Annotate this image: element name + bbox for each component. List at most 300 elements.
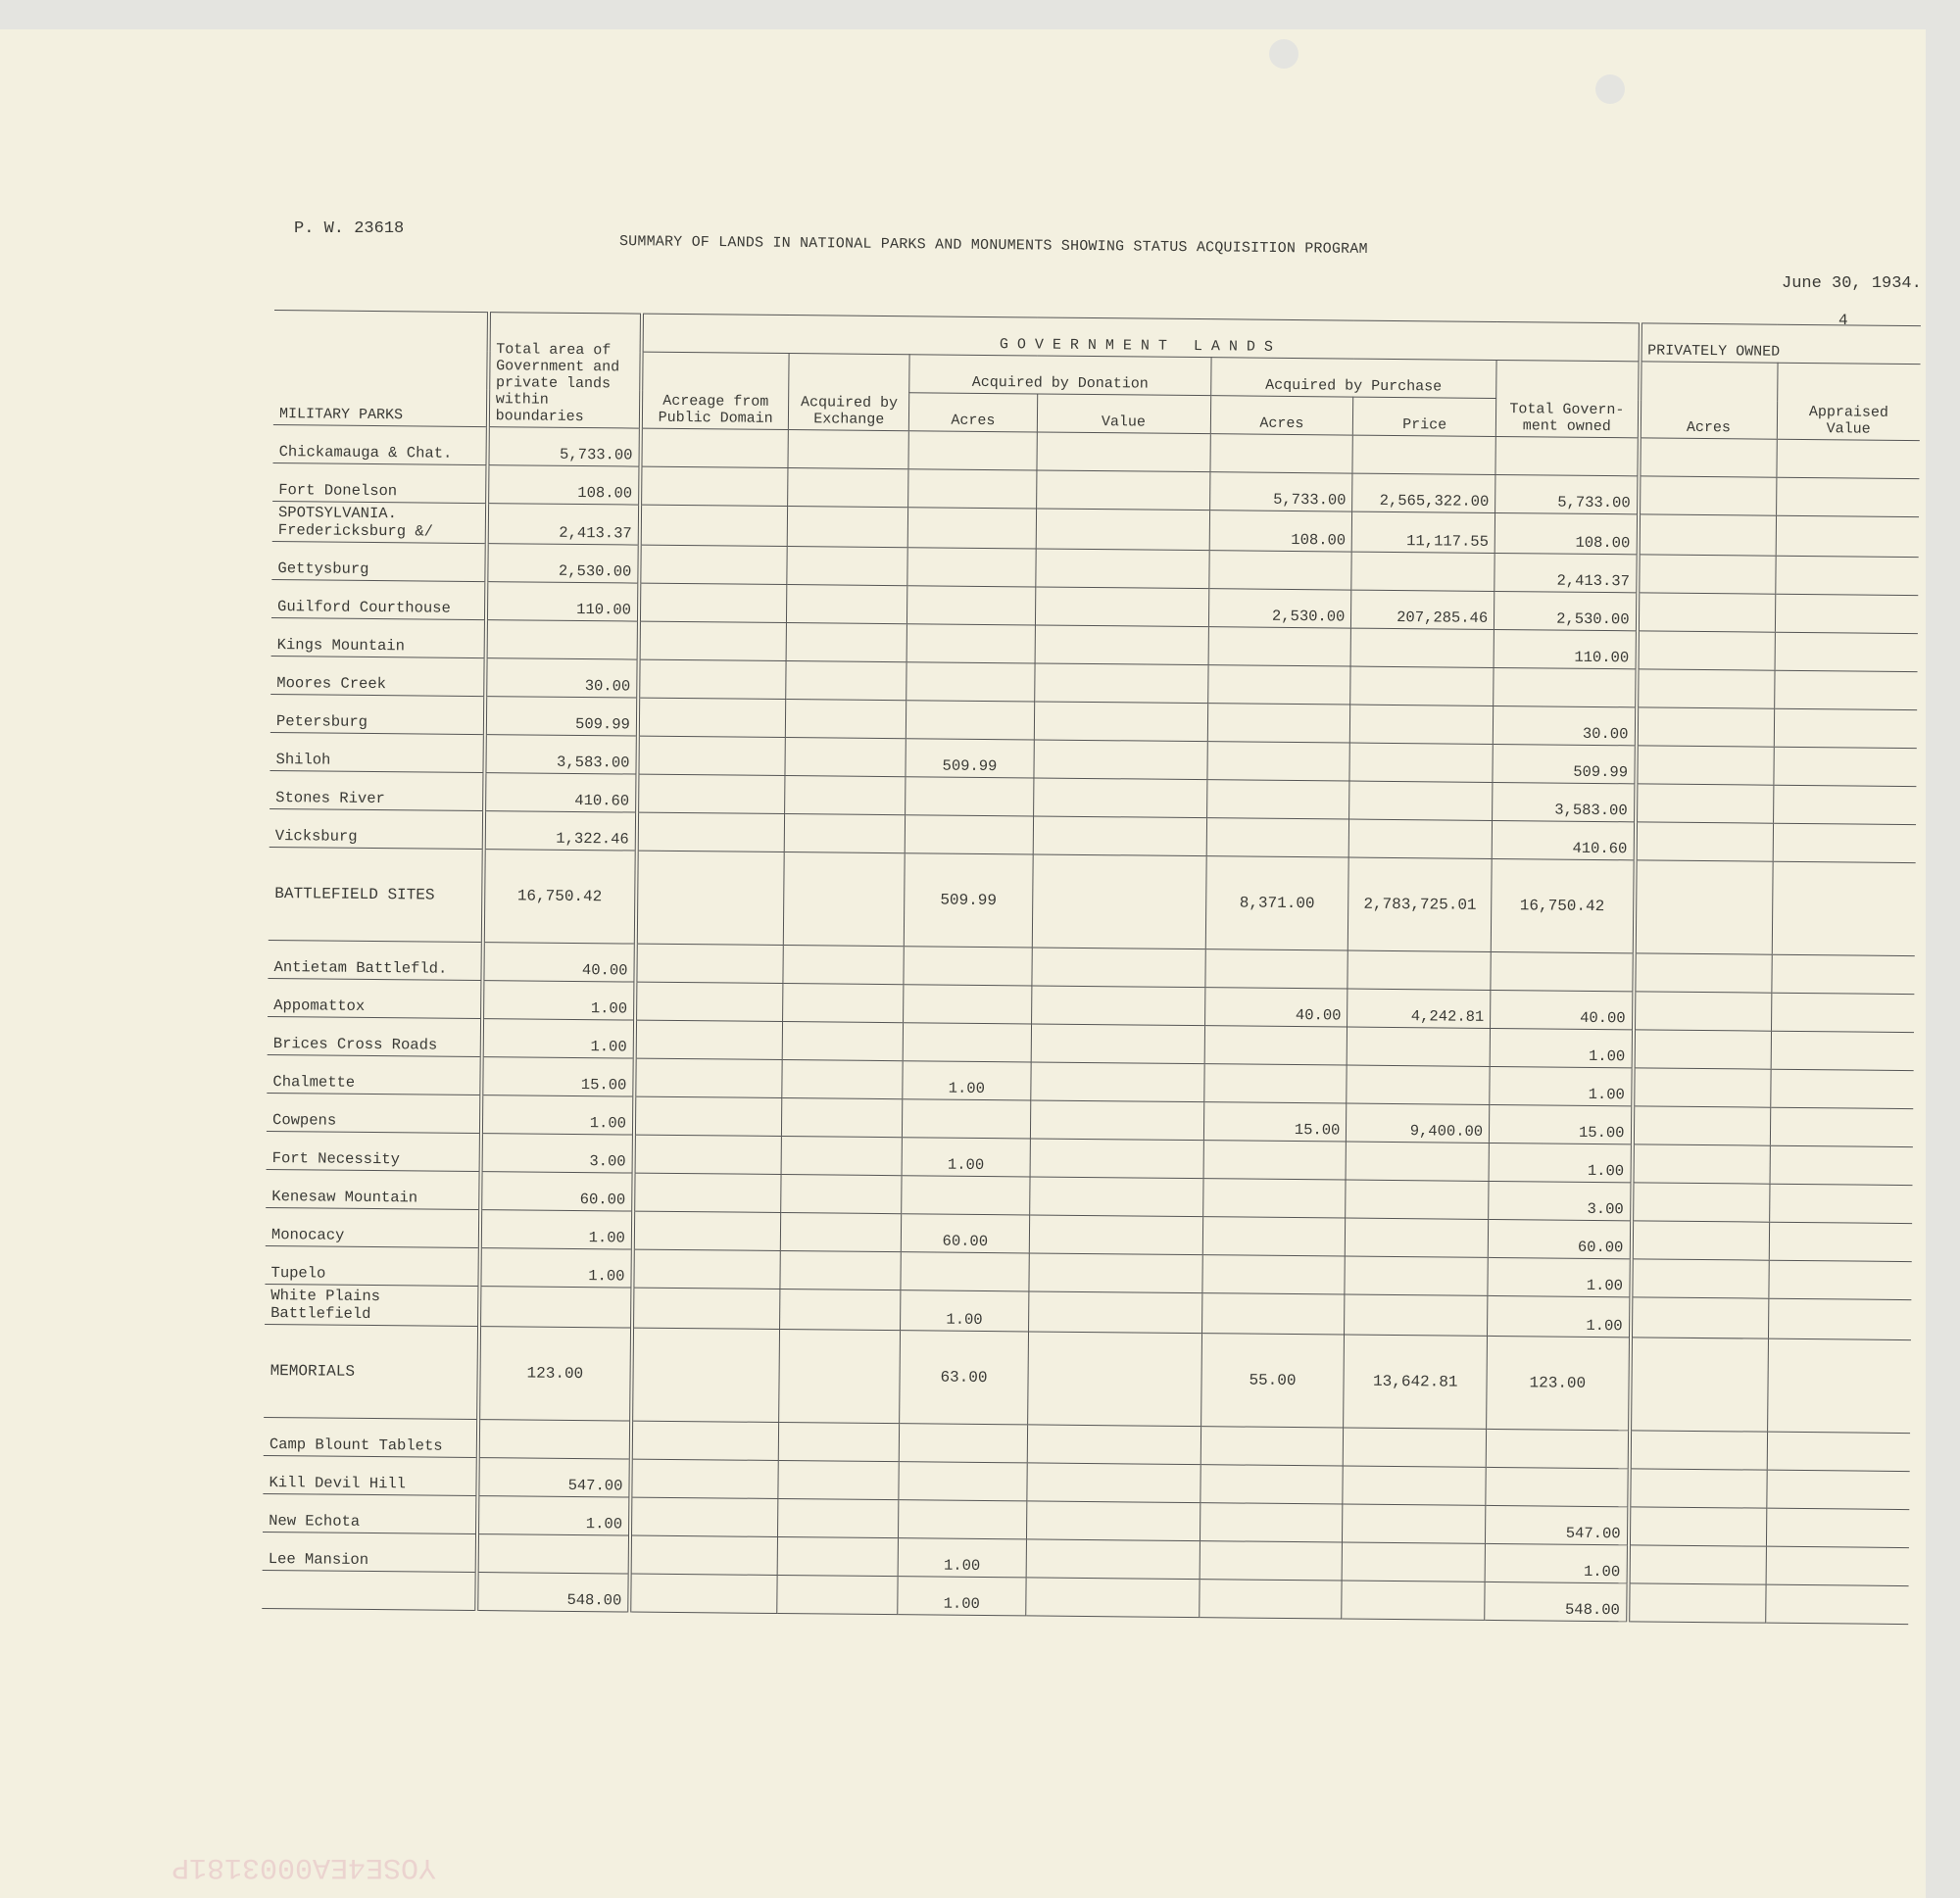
gov-total: 1.00 [1490, 1066, 1633, 1105]
gov-total: 2,530.00 [1494, 591, 1638, 630]
park-name: New Echota [263, 1493, 477, 1533]
purchase-price: 207,285.46 [1351, 590, 1494, 629]
appraised-value [1771, 954, 1914, 994]
donation-acres [908, 469, 1037, 509]
total-area: 1.00 [477, 1496, 631, 1535]
park-name: Brices Cross Roads [268, 1016, 482, 1056]
gov-total: 1.00 [1488, 1295, 1631, 1337]
total-area [476, 1534, 630, 1574]
donation-acres: 509.99 [906, 739, 1034, 778]
purchase-price: 11,117.55 [1352, 511, 1495, 553]
gov-total: 2,413.37 [1494, 553, 1638, 592]
exchange [782, 1060, 903, 1099]
appraised-value [1774, 670, 1917, 709]
exchange [778, 1460, 899, 1499]
purchase-price [1342, 1581, 1485, 1620]
total-area: 3,583.00 [484, 735, 638, 774]
header-donation-acres: Acres [909, 393, 1038, 432]
purchase-acres: 5,733.00 [1209, 472, 1352, 511]
donation-acres [908, 431, 1037, 470]
purchase-price: 4,242.81 [1348, 989, 1491, 1028]
private-acres [1635, 822, 1773, 861]
purchase-acres [1208, 627, 1351, 666]
park-name: Chalmette [267, 1054, 481, 1095]
total-area: 3.00 [480, 1134, 634, 1173]
exchange [779, 1330, 901, 1424]
private-acres [1639, 476, 1777, 515]
purchase-acres [1203, 1141, 1347, 1180]
header-total-area: Total area of Government and private lands within boundaries [488, 313, 642, 428]
header-donation: Acquired by Donation [909, 355, 1211, 396]
park-name: Shiloh [270, 732, 484, 772]
purchase-acres: 55.00 [1200, 1334, 1345, 1428]
donation-value [1032, 854, 1206, 949]
appraised-value [1775, 556, 1918, 595]
donation-acres: 1.00 [898, 1577, 1026, 1616]
donation-value [1031, 948, 1204, 988]
appraised-value [1773, 785, 1916, 824]
appraised-value [1768, 1260, 1911, 1299]
donation-value [1027, 1332, 1201, 1427]
punch-hole [1269, 39, 1298, 69]
exchange [783, 984, 904, 1023]
gov-total [1486, 1429, 1629, 1468]
gov-total: 410.60 [1492, 820, 1635, 859]
total-area: 5,733.00 [487, 427, 641, 466]
donation-value [1036, 509, 1209, 551]
purchase-acres [1200, 1503, 1343, 1542]
gov-total: 5,733.00 [1495, 474, 1639, 513]
exchange [777, 1575, 898, 1614]
donation-acres: 1.00 [902, 1138, 1030, 1177]
donation-value [1036, 470, 1209, 511]
donation-acres: 1.00 [898, 1538, 1026, 1578]
park-name [262, 1570, 476, 1610]
gov-total: 509.99 [1493, 744, 1636, 783]
donation-acres [903, 1099, 1031, 1139]
private-acres [1629, 1469, 1767, 1508]
public-domain [631, 1328, 780, 1422]
donation-value [1030, 1139, 1203, 1179]
appraised-value [1767, 1338, 1911, 1433]
gov-total: 60.00 [1488, 1219, 1631, 1258]
exchange [785, 814, 906, 853]
purchase-acres [1201, 1293, 1345, 1335]
gov-total [1486, 1467, 1629, 1506]
purchase-price [1346, 1218, 1489, 1257]
total-area: 40.00 [482, 943, 636, 982]
public-domain [637, 812, 785, 852]
private-acres [1637, 669, 1775, 708]
exchange [786, 700, 906, 739]
gov-total: 1.00 [1488, 1257, 1631, 1296]
donation-acres [899, 1500, 1027, 1539]
park-name: Petersburg [270, 694, 485, 734]
purchase-price [1348, 950, 1491, 990]
public-domain [629, 1574, 777, 1613]
park-name: Chickamauga & Chat. [272, 424, 487, 464]
purchase-acres: 40.00 [1204, 988, 1348, 1027]
public-domain [640, 428, 788, 467]
private-acres [1638, 514, 1776, 556]
public-domain [630, 1459, 778, 1498]
donation-acres [904, 947, 1032, 986]
public-domain [634, 1058, 782, 1097]
total-area: 1,322.46 [483, 811, 637, 851]
total-area [479, 1287, 633, 1328]
public-domain [633, 1211, 781, 1250]
exchange [787, 547, 907, 586]
total-area: 2,530.00 [486, 544, 640, 583]
donation-acres: 1.00 [901, 1290, 1029, 1332]
donation-value [1026, 1463, 1200, 1503]
donation-value [1031, 1024, 1204, 1064]
total-area: 60.00 [480, 1172, 634, 1211]
total-area: 2,413.37 [486, 504, 640, 545]
total-area: 108.00 [487, 465, 641, 505]
appraised-value [1765, 1584, 1908, 1624]
park-name: Guilford Courthouse [271, 579, 486, 619]
park-name: BATTLEFIELD SITES [269, 847, 484, 942]
gov-total: 123.00 [1487, 1336, 1631, 1430]
donation-value [1029, 1215, 1202, 1255]
appraised-value [1769, 1222, 1912, 1261]
purchase-price [1343, 1466, 1486, 1505]
appraised-value [1767, 1432, 1910, 1471]
donation-acres: 63.00 [900, 1331, 1028, 1425]
private-acres [1633, 1068, 1771, 1107]
header-public-domain: Acreage from Public Domain [641, 352, 790, 429]
donation-acres [902, 1176, 1030, 1215]
appraised-value [1768, 1298, 1911, 1339]
gov-total: 548.00 [1485, 1582, 1628, 1621]
donation-acres [901, 1252, 1029, 1291]
section-subtotal-row [264, 1324, 1911, 1433]
private-acres [1628, 1545, 1766, 1584]
public-domain [640, 466, 788, 506]
header-purchase-acres: Acres [1210, 396, 1353, 435]
private-acres [1631, 1297, 1769, 1338]
public-domain [632, 1288, 780, 1329]
donation-acres [906, 701, 1035, 740]
donation-value [1035, 549, 1208, 589]
appraised-value [1769, 1184, 1912, 1223]
donation-acres: 60.00 [902, 1214, 1030, 1253]
exchange [780, 1290, 901, 1331]
park-name: Camp Blount Tablets [264, 1417, 478, 1457]
private-acres [1632, 1106, 1770, 1145]
public-domain [637, 736, 785, 775]
park-name: Fort Donelson [272, 462, 487, 503]
public-domain [634, 1096, 782, 1136]
gov-total [1494, 667, 1637, 706]
gov-total: 30.00 [1493, 706, 1636, 745]
private-acres [1630, 1338, 1768, 1432]
appraised-value [1766, 1508, 1909, 1547]
public-domain [631, 1421, 779, 1460]
header-privately-owned: PRIVATELY OWNED [1640, 323, 1921, 365]
gov-total: 547.00 [1486, 1505, 1629, 1544]
purchase-acres [1202, 1179, 1346, 1218]
total-area: 547.00 [477, 1458, 631, 1497]
total-area: 15.00 [481, 1057, 635, 1096]
total-area: 509.99 [485, 697, 639, 736]
purchase-price [1349, 781, 1493, 820]
donation-acres [904, 985, 1032, 1024]
total-area: 110.00 [486, 582, 640, 621]
donation-value [1031, 986, 1204, 1026]
donation-acres: 1.00 [903, 1061, 1031, 1100]
park-name: SPOTSYLVANIA. Fredericksburg &/ [272, 501, 487, 543]
appraised-value [1773, 823, 1916, 862]
exchange [781, 1213, 902, 1252]
appraised-value [1766, 1546, 1909, 1585]
total-area: 548.00 [476, 1573, 630, 1612]
purchase-price [1345, 1256, 1488, 1295]
park-name: Cowpens [267, 1093, 481, 1133]
header-total-gov: Total Govern- ment owned [1495, 360, 1640, 437]
total-area: 16,750.42 [483, 850, 637, 944]
private-acres [1637, 593, 1775, 632]
private-acres [1636, 746, 1774, 785]
total-area: 1.00 [481, 1019, 635, 1058]
gov-total: 110.00 [1494, 629, 1637, 668]
donation-acres [900, 1424, 1028, 1463]
document-title: SUMMARY OF LANDS IN NATIONAL PARKS AND MONUMENTS SHOWING STATUS ACQUISITION PROGRAM [618, 233, 1368, 258]
public-domain [633, 1135, 781, 1174]
purchase-acres [1202, 1217, 1346, 1256]
purchase-acres [1204, 949, 1348, 989]
donation-acres [903, 1023, 1031, 1062]
total-area: 30.00 [485, 658, 639, 698]
public-domain [635, 1020, 783, 1059]
donation-value [1027, 1425, 1200, 1465]
appraised-value [1776, 515, 1919, 557]
purchase-acres [1201, 1255, 1345, 1294]
gov-total [1495, 436, 1639, 475]
purchase-price [1343, 1504, 1486, 1543]
private-acres [1634, 860, 1772, 954]
park-name: Tupelo [265, 1245, 479, 1286]
appraised-value [1774, 747, 1917, 786]
donation-value [1034, 663, 1207, 704]
public-domain [640, 505, 788, 546]
header-private-acres: Acres [1639, 362, 1777, 439]
donation-acres [907, 548, 1036, 587]
purchase-price [1347, 1027, 1490, 1066]
purchase-acres [1199, 1580, 1342, 1619]
donation-value [1028, 1291, 1201, 1334]
header-government-lands: GOVERNMENT LANDS [642, 314, 1641, 362]
gov-total: 1.00 [1489, 1143, 1632, 1182]
total-area: 410.60 [484, 773, 638, 812]
exchange [781, 1137, 902, 1176]
purchase-price: 9,400.00 [1347, 1103, 1490, 1143]
gov-total: 15.00 [1490, 1104, 1633, 1144]
header-donation-value: Value [1037, 394, 1210, 434]
exchange [787, 585, 907, 624]
purchase-acres [1200, 1465, 1343, 1504]
donation-value [1036, 432, 1209, 472]
purchase-acres: 8,371.00 [1205, 856, 1349, 950]
exchange [778, 1498, 899, 1537]
land-summary-table [262, 310, 1921, 1625]
appraised-value [1770, 1145, 1913, 1185]
purchase-price [1345, 1294, 1488, 1336]
donation-acres [907, 586, 1036, 625]
header-purchase-price: Price [1353, 397, 1496, 436]
total-area: 1.00 [481, 1095, 635, 1135]
exchange [782, 1098, 903, 1138]
gov-total: 3,583.00 [1493, 782, 1636, 821]
donation-value [1028, 1253, 1201, 1293]
appraised-value [1775, 632, 1918, 671]
donation-acres [906, 624, 1035, 663]
exchange [778, 1536, 899, 1576]
appraised-value [1771, 1031, 1914, 1070]
park-name: Fort Necessity [267, 1131, 481, 1171]
purchase-acres [1200, 1541, 1343, 1581]
public-domain [635, 944, 783, 983]
private-acres [1631, 1259, 1769, 1298]
donation-acres [906, 777, 1034, 816]
total-area [485, 620, 639, 659]
appraised-value [1775, 594, 1918, 633]
gov-total: 108.00 [1494, 512, 1638, 554]
public-domain [635, 982, 783, 1021]
donation-value [1033, 816, 1206, 856]
purchase-acres [1203, 1064, 1347, 1103]
exchange [785, 776, 906, 815]
private-acres [1628, 1583, 1766, 1623]
park-name: Moores Creek [270, 656, 485, 696]
park-name: Monocacy [266, 1207, 480, 1247]
donation-acres [908, 508, 1037, 549]
purchase-acres [1206, 780, 1349, 819]
appraised-value [1776, 477, 1919, 516]
appraised-value [1766, 1470, 1909, 1509]
purchase-price [1350, 666, 1494, 706]
private-acres [1633, 1030, 1771, 1069]
purchase-acres [1204, 1026, 1348, 1065]
appraised-value [1772, 861, 1916, 955]
donation-acres [906, 662, 1035, 702]
public-domain [630, 1497, 778, 1536]
exchange [781, 1175, 902, 1214]
page-number: 4 [1838, 312, 1848, 329]
public-domain [638, 659, 786, 699]
total-area [477, 1420, 631, 1459]
header-exchange: Acquired by Exchange [789, 354, 910, 431]
public-domain [633, 1173, 781, 1212]
park-name: Antietam Battlefld. [268, 940, 482, 980]
purchase-price [1350, 705, 1494, 744]
purchase-acres: 2,530.00 [1208, 589, 1351, 628]
header-military-parks: MILITARY PARKS [273, 310, 489, 426]
donation-value [1030, 1062, 1203, 1102]
private-acres [1631, 1221, 1769, 1260]
gov-total: 3.00 [1489, 1181, 1632, 1220]
purchase-acres: 15.00 [1203, 1102, 1347, 1142]
donation-acres [906, 815, 1034, 854]
park-name: MEMORIALS [264, 1324, 479, 1419]
donation-acres [899, 1462, 1027, 1501]
private-acres [1634, 992, 1772, 1031]
section-subtotal-row [269, 847, 1916, 955]
purchase-acres [1207, 665, 1350, 705]
exchange [787, 623, 907, 662]
gov-total: 40.00 [1491, 990, 1634, 1029]
donation-value [1026, 1501, 1200, 1541]
appraised-value [1771, 993, 1914, 1032]
public-domain [639, 583, 787, 622]
exchange [783, 1022, 904, 1061]
purchase-price: 2,783,725.01 [1348, 857, 1493, 951]
purchase-price: 2,565,322.00 [1352, 473, 1495, 512]
private-acres [1629, 1431, 1767, 1470]
document-ref: P. W. 23618 [294, 219, 405, 238]
purchase-price [1346, 1180, 1489, 1219]
park-name: Kings Mountain [271, 617, 486, 657]
private-acres [1639, 438, 1777, 477]
park-name: White Plains Battlefield [265, 1284, 479, 1326]
public-domain [639, 621, 787, 660]
donation-acres: 509.99 [905, 853, 1033, 948]
exchange [779, 1422, 900, 1461]
exchange [786, 661, 906, 701]
appraised-value [1774, 708, 1917, 748]
purchase-price [1349, 743, 1493, 782]
header-purchase: Acquired by Purchase [1210, 358, 1496, 399]
purchase-acres [1210, 434, 1353, 473]
private-acres [1638, 555, 1776, 594]
private-acres [1628, 1507, 1766, 1546]
exchange [783, 946, 904, 985]
park-name: Vicksburg [270, 808, 484, 849]
purchase-price [1350, 628, 1494, 667]
donation-value [1035, 625, 1208, 665]
purchase-acres [1206, 742, 1349, 781]
park-name: Stones River [270, 770, 484, 810]
purchase-price [1346, 1142, 1489, 1181]
exchange [788, 507, 908, 548]
appraised-value [1777, 439, 1920, 478]
gov-total: 1.00 [1490, 1028, 1633, 1067]
exchange [780, 1251, 901, 1290]
donation-value [1035, 587, 1208, 627]
exchange [785, 738, 906, 777]
donation-value [1033, 740, 1206, 780]
total-area: 1.00 [480, 1210, 634, 1249]
purchase-price [1351, 552, 1494, 591]
punch-hole [1595, 74, 1625, 104]
private-acres [1632, 1183, 1770, 1222]
park-name: Kenesaw Mountain [266, 1169, 480, 1209]
park-name: Gettysburg [271, 541, 486, 581]
public-domain [636, 851, 785, 945]
purchase-price [1342, 1542, 1485, 1582]
purchase-price [1347, 1065, 1490, 1104]
donation-value [1026, 1539, 1200, 1580]
gov-total [1491, 951, 1634, 991]
gov-total: 1.00 [1485, 1543, 1628, 1582]
public-domain [639, 545, 787, 584]
public-domain [637, 774, 785, 813]
donation-value [1034, 702, 1207, 742]
purchase-acres [1207, 704, 1350, 743]
private-acres [1636, 707, 1774, 747]
purchase-price [1352, 435, 1495, 474]
